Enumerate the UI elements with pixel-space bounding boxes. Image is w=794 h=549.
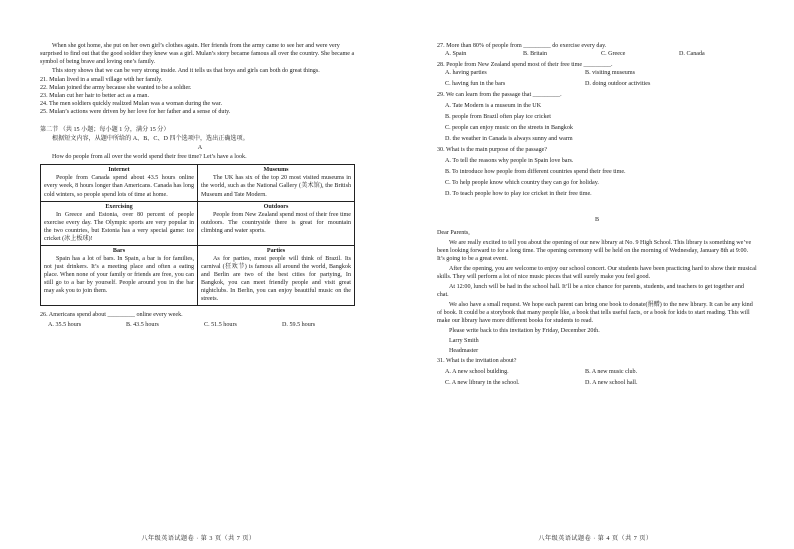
question-26-stem: 26. Americans spend about _________ online every week. (40, 311, 183, 318)
question-31-stem: 31. What is the invitation about? (437, 357, 517, 364)
question-29-stem: 29. We can learn from the passage that _________. (437, 92, 562, 99)
option-b: B. To introduce how people from different countries spend their free time. (445, 169, 626, 176)
option-d: D. To teach people how to play ice cricket in their free time. (445, 191, 592, 198)
option-a: A. 35.5 hours (48, 321, 82, 328)
option-c: C. To help people know which country they can go for holiday. (445, 180, 599, 187)
statement-21: 21. Mulan lived in a small village with her family. (40, 77, 163, 84)
table-row (41, 165, 355, 201)
letter-salutation: Dear Parents, (437, 229, 470, 236)
question-30-stem: 30. What is the main purpose of the passage? (437, 147, 548, 154)
option-c: C. Greece (601, 51, 626, 58)
option-d: D. the weather in Canada is always sunny and warm (445, 136, 573, 143)
cell-heading: Museums (263, 167, 289, 174)
cell-heading: Internet (108, 167, 130, 174)
section-title: 第二节 （共 15 小题；每小题 1 分，满分 15 分） (40, 127, 170, 134)
option-b: B. 43.5 hours (126, 321, 159, 328)
page-4 (397, 0, 794, 549)
table-cell-parties (198, 245, 355, 305)
option-d: D. Canada (679, 51, 705, 58)
cell-heading: Exercising (105, 203, 133, 210)
option-c: C. having fun in the bars (445, 81, 506, 88)
part-label-b: B (594, 217, 600, 224)
page-4-content (437, 42, 757, 387)
question-27-stem: 27. More than 80% of people from _________ do exercise every day. (437, 43, 607, 49)
option-a: A. having parties (445, 70, 487, 77)
option-c: C. 51.5 hours (204, 321, 237, 328)
passage-paragraph-2: This story shows that we can be very strong inside. And it tells us that boys and girls can both do great things. (52, 68, 320, 75)
option-a: A. Spain (445, 51, 467, 58)
table-cell-outdoors (198, 201, 355, 245)
question-28-stem: 28. People from New Zealand spend most of their free time _________. (437, 62, 613, 69)
letter-paragraph-1: We are really excited to tell you about the opening of our new library at No. 9 High School. This library is something we’ve been looking forward to for a long time. The opening ceremony will be held on the morning of Wednesday, January 8th at 9:00. It’s going to be a great event. (437, 239, 752, 262)
section-instruction: 根据短文内容，从题中所给的 A、B、C、D 四个选项中，选出正确选项。 (52, 136, 249, 143)
cell-text: Spain has a lot of bars. In Spain, a bar is for families, not just drinkers. It’s a meeting place and often a eating place. When none of your family or friends are free, you can still go to a bar by yourself. People around you in the bar may ask you to join them. (44, 255, 194, 294)
passage-paragraph-1: When she got home, she put on her own girl’s clothes again. Her friends from the army came to see her and were very surprised to find out that the good soldier they knew was a girl. Mulan’s story became famous all over the country. She became a symbol of being brave and loving one’s family. (40, 43, 355, 66)
cell-heading: Outdoors (263, 203, 289, 210)
cell-text: The UK has six of the top 20 most visited museums in the world, such as the National Gallery (美术馆), the British Museum and Tate Modern. (201, 175, 351, 198)
table-cell-museums (198, 165, 355, 201)
letter-paragraph-3: At 12:00, lunch will be had in the school hall. It’ll be a nice chance for parents, students, and teachers to get together and chat. (437, 283, 744, 298)
page-3-content (40, 42, 360, 329)
signature-name: Larry Smith (449, 337, 479, 344)
statement-24: 24. The men soldiers quickly realized Mulan was a woman during the war. (40, 101, 222, 108)
table-cell-bars (41, 245, 198, 305)
cell-heading: Bars (112, 247, 126, 254)
cell-text: People from New Zealand spend most of their free time outdoors. The countryside there is great for mountain climbing and water sports. (201, 211, 351, 234)
cell-text: As for parties, most people will think of Brazil. Its carnival (狂欢节) is famous all around the world, Bangkok and Berlin are two of the best cities for partying, In Bangkok, you can meet friendly people and visit great nightclubs. In Berlin, you can enjoy beautiful music on the streets. (201, 255, 351, 302)
signature-title: Headmaster (449, 347, 479, 354)
question-26-options (40, 321, 360, 329)
option-b: B. people from Brazil often play ice cricket (445, 114, 551, 121)
cell-text: People from Canada spend about 43.5 hours online every week, 8 hours longer than Americans. Canada has long cold winters, so people spend lots of time at home. (44, 175, 194, 198)
page-4-footer: 八年级英语试题卷 · 第 4 页（共 7 页） (538, 535, 653, 542)
option-b: B. A new music club. (585, 368, 638, 375)
question-28-options-row-1 (437, 69, 757, 77)
part-label-a: A (197, 145, 203, 152)
option-b: B. Britain (523, 51, 548, 58)
statement-23: 23. Mulan cut her hair to better act as a man. (40, 93, 149, 100)
option-b: B. visiting museums (585, 70, 635, 77)
option-c: C. people can enjoy music on the streets in Bangkok (445, 125, 573, 132)
table-row (41, 201, 355, 245)
option-a: A. Tate Modern is a museum in the UK (445, 103, 542, 110)
option-d: D. doing outdoor activities (585, 81, 651, 88)
free-time-table (40, 164, 355, 306)
option-d: D. A new school hall. (585, 380, 638, 386)
question-28-options-row-2 (437, 80, 757, 88)
statement-22: 22. Mulan joined the army because she wanted to be a soldier. (40, 85, 192, 92)
statement-25: 25. Mulan’s actions were driven by her love for her father and a sense of duty. (40, 109, 231, 116)
option-d: D. 59.5 hours (282, 321, 316, 328)
question-31-options-row-2 (437, 379, 757, 387)
question-31-options-row-1 (437, 368, 757, 376)
letter-paragraph-2: After the opening, you are welcome to enjoy our school concert. Our students have been practicing hard to show their musical skills. They will perform a lot of nice music pieces that will surely make you feel good. (437, 265, 757, 280)
page-3-footer: 八年级英语试题卷 · 第 3 页（共 7 页） (141, 535, 256, 542)
option-a: A. A new school building. (445, 368, 509, 375)
table-row (41, 245, 355, 305)
table-cell-internet (41, 165, 198, 201)
passage-intro: How do people from all over the world spend their free time? Let’s have a look. (52, 154, 247, 161)
letter-paragraph-4: We also have a small request. We hope each parent can bring one book to donate(捐赠) to the new library. It can be any kind of book. It could be a storybook that many people like, a book that tells useful facts, or a book for kids to start reading. This will make our library have more different books for students to read. (437, 301, 753, 324)
letter-paragraph-5: Please write back to this invitation by Friday, December 20th. (449, 327, 600, 334)
cell-text: In Greece and Estonia, over 80 percent of people exercise every day. The Olympic sports are very popular in the two countries, but Estonia has a very special game: ice cricket (冰上板球)! (44, 211, 194, 242)
cell-heading: Parties (266, 247, 286, 254)
option-c: C. A new library in the school. (445, 380, 520, 386)
table-cell-exercising (41, 201, 198, 245)
option-a: A. To tell the reasons why people in Spain love bars. (445, 158, 574, 165)
question-27-options (437, 50, 757, 58)
